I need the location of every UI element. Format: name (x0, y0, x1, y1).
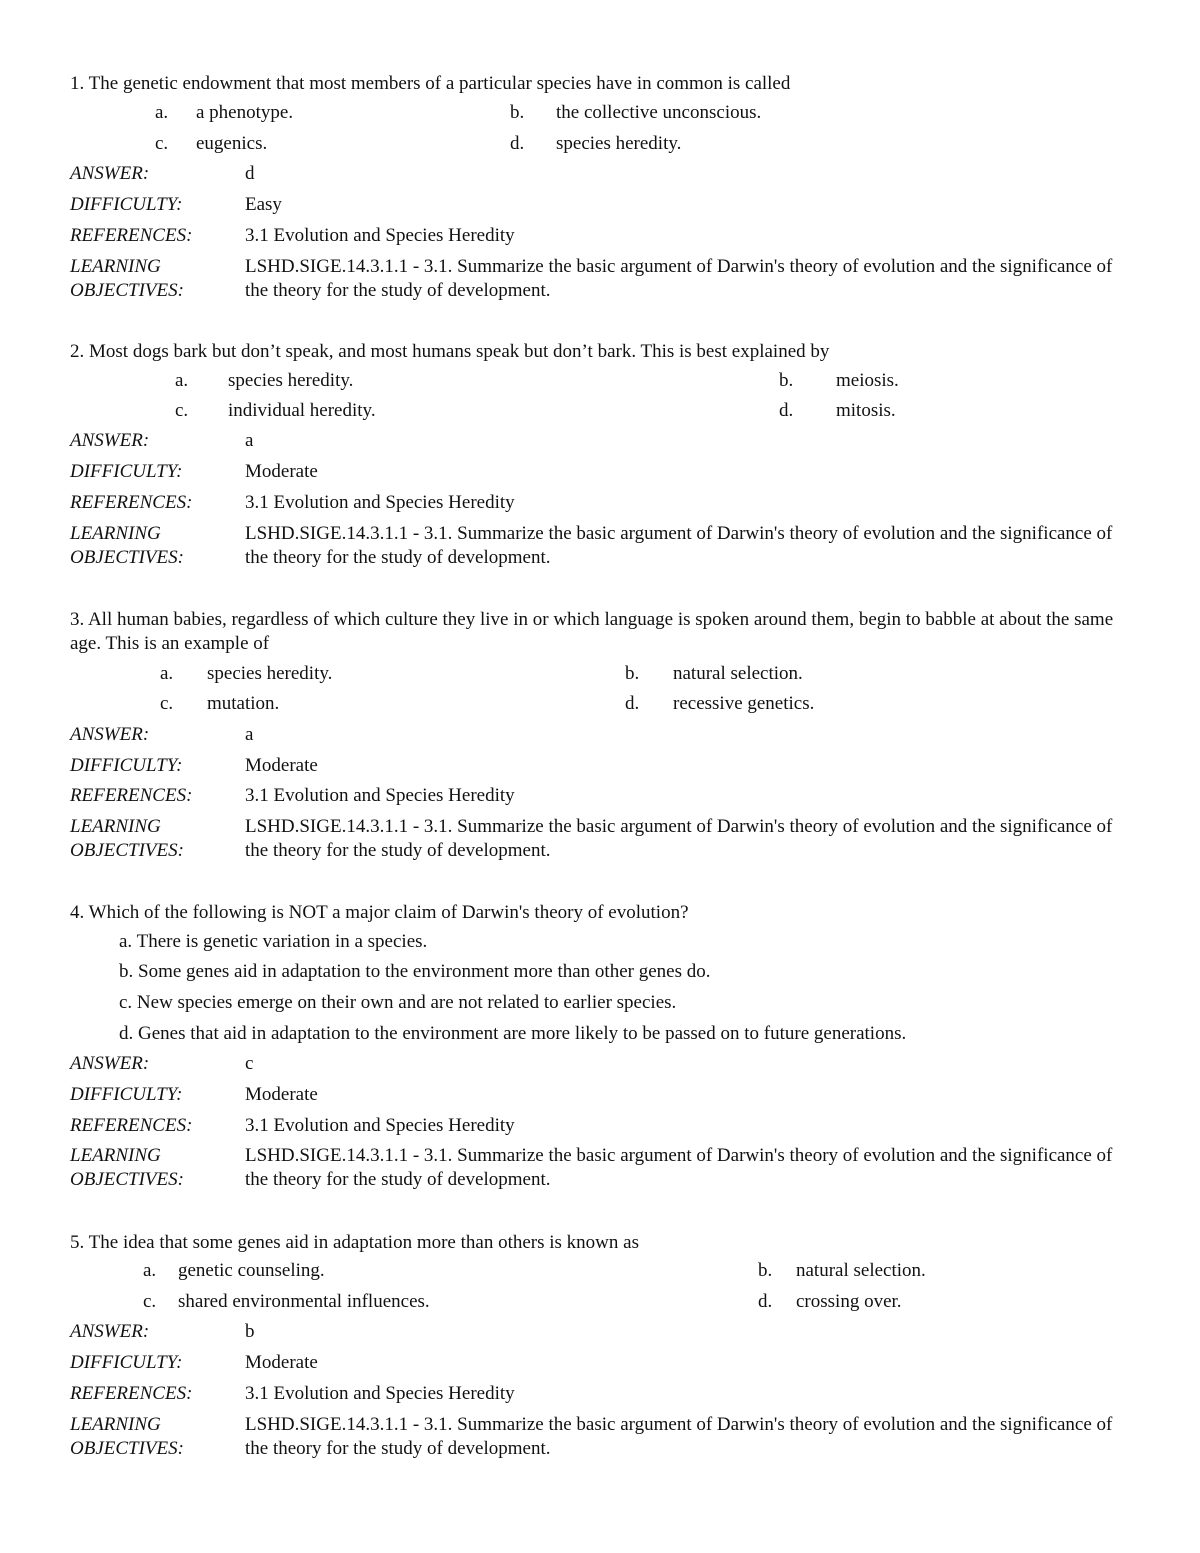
difficulty-label: DIFFICULTY: (70, 194, 183, 215)
difficulty-label: DIFFICULTY: (70, 461, 183, 482)
learning-objectives-label: LEARNING OBJECTIVES: (70, 816, 184, 861)
option-text: crossing over. (796, 1291, 902, 1312)
learning-objectives-label: LEARNING OBJECTIVES: (70, 523, 184, 568)
option-letter: d. (625, 693, 640, 714)
question-stem: 2. Most dogs bark but don’t speak, and most humans speak but don’t bark. This is best explained by (70, 341, 830, 362)
option-text: natural selection. (796, 1260, 926, 1281)
option-text: natural selection. (673, 663, 803, 684)
references-label: REFERENCES: (70, 1115, 193, 1136)
option-letter: b. (510, 102, 525, 123)
references-value: 3.1 Evolution and Species Heredity (245, 492, 515, 513)
option-letter: a. (160, 663, 174, 684)
difficulty-value: Moderate (245, 461, 318, 482)
answer-label: ANSWER: (70, 163, 150, 184)
option-text: individual heredity. (228, 400, 376, 421)
learning-objectives-label: LEARNING OBJECTIVES: (70, 256, 184, 301)
option-letter: c. (160, 693, 174, 714)
option-letter: c. (175, 400, 189, 421)
option-letter: a. (175, 370, 189, 391)
option-text: meiosis. (836, 370, 899, 391)
question-5 (70, 1231, 1135, 1459)
difficulty-label: DIFFICULTY: (70, 1352, 183, 1373)
option-text: species heredity. (228, 370, 354, 391)
answer-value: a (245, 724, 254, 745)
learning-objectives-value: LSHD.SIGE.14.3.1.1 - 3.1. Summarize the basic argument of Darwin's theory of evolution and the significance of the theory for the study of development. (245, 1414, 1113, 1459)
answer-label: ANSWER: (70, 724, 150, 745)
option-letter: d. (779, 400, 794, 421)
learning-objectives-value: LSHD.SIGE.14.3.1.1 - 3.1. Summarize the basic argument of Darwin's theory of evolution and the significance of the theory for the study of development. (245, 1145, 1113, 1190)
question-3 (70, 608, 1135, 861)
option-letter: d. (510, 133, 525, 154)
question-1 (70, 72, 1135, 301)
option-letter: b. (758, 1260, 773, 1281)
references-label: REFERENCES: (70, 492, 193, 513)
option-text: mitosis. (836, 400, 896, 421)
option-text: c. New species emerge on their own and are not related to earlier species. (119, 992, 677, 1013)
references-value: 3.1 Evolution and Species Heredity (245, 785, 515, 806)
difficulty-value: Easy (245, 194, 282, 215)
question-stem: 4. Which of the following is NOT a major claim of Darwin's theory of evolution? (70, 902, 689, 923)
answer-label: ANSWER: (70, 1321, 150, 1342)
difficulty-value: Moderate (245, 1352, 318, 1373)
question-4 (70, 901, 1135, 1190)
references-label: REFERENCES: (70, 225, 193, 246)
question-stem: 5. The idea that some genes aid in adaptation more than others is known as (70, 1232, 639, 1253)
option-letter: a. (155, 102, 169, 123)
option-text: species heredity. (556, 133, 682, 154)
option-letter: a. (143, 1260, 157, 1281)
option-text: a phenotype. (196, 102, 294, 123)
difficulty-value: Moderate (245, 1084, 318, 1105)
references-value: 3.1 Evolution and Species Heredity (245, 1115, 515, 1136)
question-stem: 3. All human babies, regardless of which culture they live in or which language is spoken around them, begin to babble at about the same age. This is an example of (70, 609, 1114, 654)
difficulty-label: DIFFICULTY: (70, 1084, 183, 1105)
option-text: d. Genes that aid in adaptation to the environment are more likely to be passed on to future generations. (119, 1023, 907, 1044)
option-letter: c. (155, 133, 169, 154)
question-stem: 1. The genetic endowment that most members of a particular species have in common is called (70, 73, 791, 94)
option-text: mutation. (207, 693, 280, 714)
learning-objectives-value: LSHD.SIGE.14.3.1.1 - 3.1. Summarize the basic argument of Darwin's theory of evolution and the significance of the theory for the study of development. (245, 523, 1113, 568)
references-label: REFERENCES: (70, 1383, 193, 1404)
answer-value: b (245, 1321, 255, 1342)
learning-objectives-value: LSHD.SIGE.14.3.1.1 - 3.1. Summarize the basic argument of Darwin's theory of evolution and the significance of the theory for the study of development. (245, 816, 1113, 861)
option-letter: c. (143, 1291, 157, 1312)
answer-value: c (245, 1053, 254, 1074)
option-text: recessive genetics. (673, 693, 815, 714)
option-text: b. Some genes aid in adaptation to the environment more than other genes do. (119, 961, 711, 982)
references-value: 3.1 Evolution and Species Heredity (245, 225, 515, 246)
option-letter: d. (758, 1291, 773, 1312)
option-text: the collective unconscious. (556, 102, 762, 123)
learning-objectives-label: LEARNING OBJECTIVES: (70, 1414, 184, 1459)
answer-value: d (245, 163, 255, 184)
references-value: 3.1 Evolution and Species Heredity (245, 1383, 515, 1404)
option-letter: b. (779, 370, 794, 391)
question-2 (70, 340, 1135, 568)
learning-objectives-label: LEARNING OBJECTIVES: (70, 1145, 184, 1190)
option-text: genetic counseling. (178, 1260, 325, 1281)
answer-label: ANSWER: (70, 430, 150, 451)
references-label: REFERENCES: (70, 785, 193, 806)
difficulty-label: DIFFICULTY: (70, 755, 183, 776)
option-text: eugenics. (196, 133, 268, 154)
difficulty-value: Moderate (245, 755, 318, 776)
learning-objectives-value: LSHD.SIGE.14.3.1.1 - 3.1. Summarize the basic argument of Darwin's theory of evolution and the significance of the theory for the study of development. (245, 256, 1113, 301)
option-text: shared environmental influences. (178, 1291, 430, 1312)
answer-label: ANSWER: (70, 1053, 150, 1074)
option-letter: b. (625, 663, 640, 684)
option-text: species heredity. (207, 663, 333, 684)
answer-value: a (245, 430, 254, 451)
option-text: a. There is genetic variation in a species. (119, 931, 428, 952)
